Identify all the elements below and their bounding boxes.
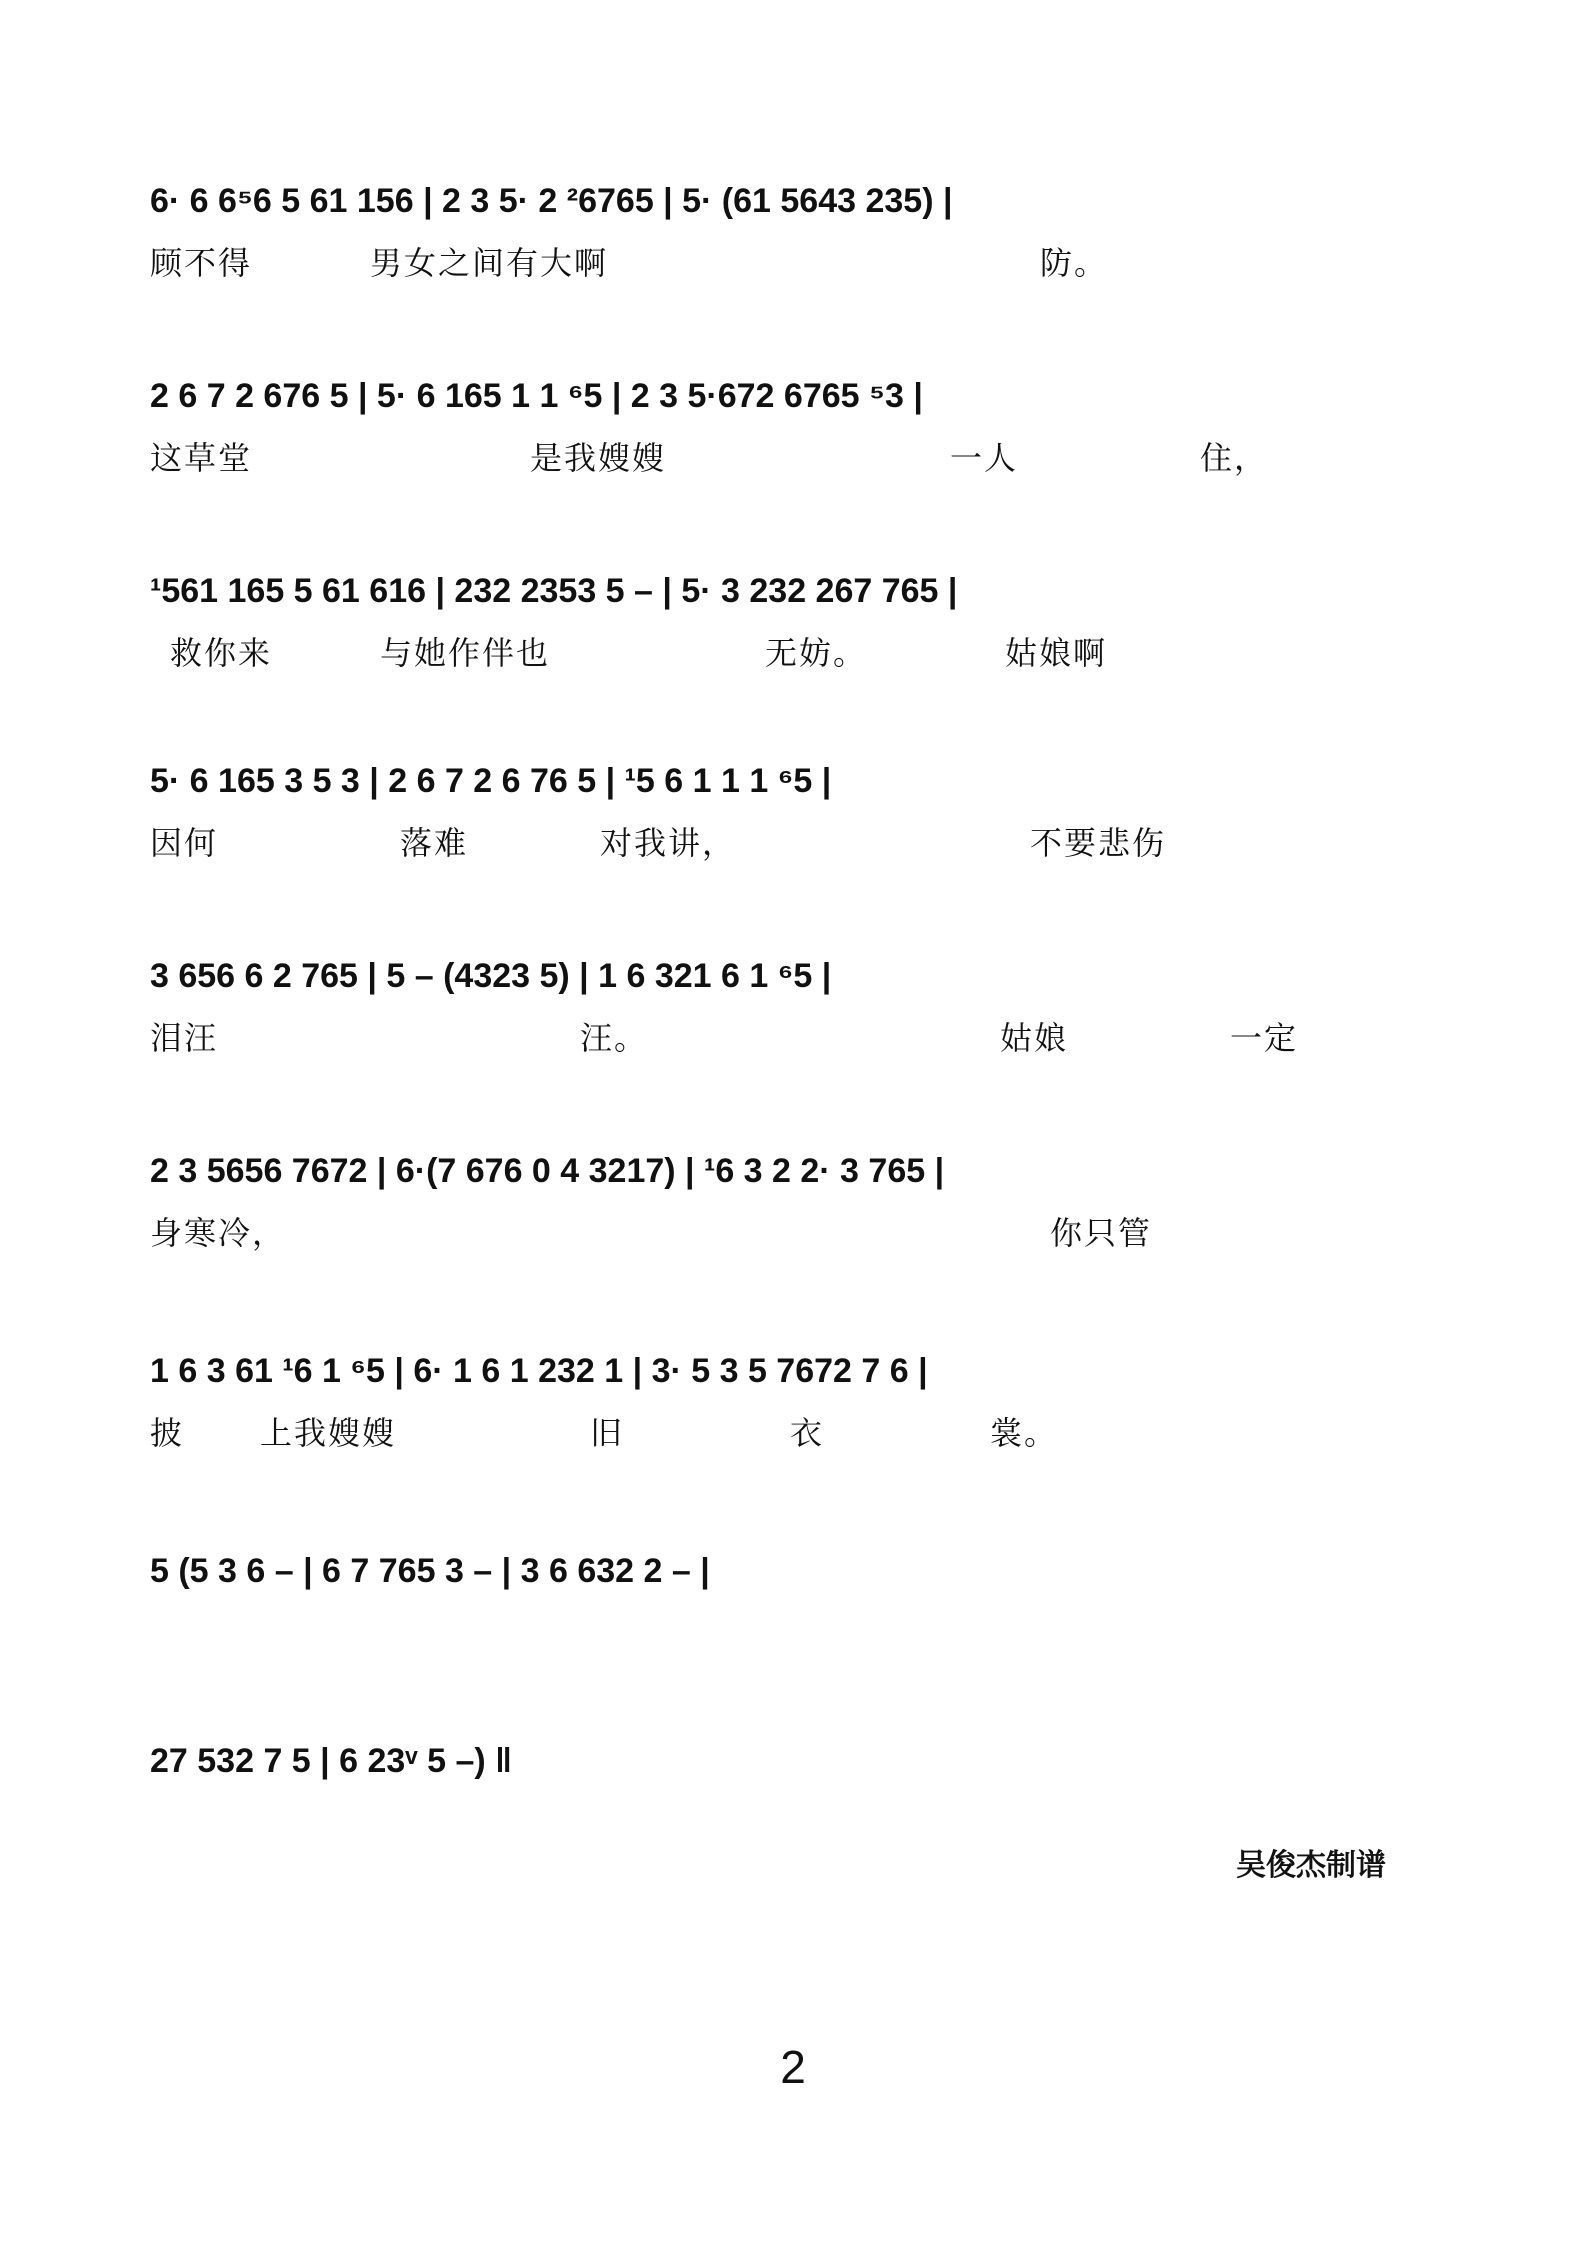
notation-line <box>150 905 1440 1015</box>
notation-line <box>150 710 1440 820</box>
notation-graphic <box>150 325 1440 435</box>
lyric-line <box>150 1208 1440 1258</box>
notation-line <box>150 325 1440 435</box>
lyric-line <box>150 628 1440 678</box>
notation-line <box>150 520 1440 630</box>
notation-text: 5· 6 165 3 5 3 | 2 6 7 2 6 76 5 | ¹5 6 1 1 1 ⁶5 | <box>150 762 832 800</box>
notation-graphic <box>150 710 1440 820</box>
notation-graphic <box>150 1500 1440 1610</box>
notation-text: ¹561 165 5 61 616 | 232 2353 5 – | 5· 3 232 267 765 | <box>150 572 958 610</box>
notation-graphic <box>150 905 1440 1015</box>
page-number: 2 <box>780 2041 806 2093</box>
lyric-syllable: 汪。 <box>580 1019 649 1057</box>
score-system-6 <box>150 1100 1440 1280</box>
notation-graphic <box>150 520 1440 630</box>
lyric-syllable: 落难 <box>400 824 469 862</box>
lyric-syllable: 泪汪 <box>150 1019 219 1057</box>
notation-graphic <box>150 1300 1440 1410</box>
lyric-syllable: 无妨。 <box>765 634 868 672</box>
lyric-syllable: 不要悲伤 <box>1030 824 1167 862</box>
lyric-syllable: 姑娘 <box>1000 1019 1069 1057</box>
score-system-5 <box>150 905 1440 1085</box>
lyric-syllable: 男女之间有大啊 <box>370 244 609 282</box>
lyric-syllable: 住， <box>1200 439 1269 477</box>
notation-line <box>150 1100 1440 1210</box>
lyric-syllable: 一人 <box>950 439 1019 477</box>
score-system-1 <box>150 130 1440 310</box>
notation-line <box>150 1300 1440 1410</box>
lyric-syllable: 顾不得 <box>150 244 253 282</box>
notation-text: 5 (5 3 6 – | 6 7 765 3 – | 3 6 632 2 – | <box>150 1552 710 1590</box>
lyric-syllable: 上我嫂嫂 <box>260 1414 397 1452</box>
lyric-syllable: 一定 <box>1230 1019 1299 1057</box>
lyric-syllable: 因何 <box>150 824 219 862</box>
lyric-syllable: 救你来 <box>170 634 273 672</box>
notation-line <box>150 130 1440 240</box>
notation-text: 27 532 7 5 | 6 23ᵛ 5 –) ‖ <box>150 1742 513 1780</box>
lyric-line <box>150 238 1440 288</box>
lyric-syllable: 是我嫂嫂 <box>530 439 667 477</box>
notation-graphic <box>150 1100 1440 1210</box>
lyric-line <box>150 1013 1440 1063</box>
score-system-4 <box>150 710 1440 890</box>
notation-line <box>150 1500 1440 1610</box>
lyric-syllable: 衣 <box>790 1414 825 1452</box>
notation-text: 1 6 3 61 ¹6 1 ⁶5 | 6· 1 6 1 232 1 | 3· 5 3 5 7672 7 6 | <box>150 1352 928 1390</box>
score-system-2 <box>150 325 1440 505</box>
notation-text: 2 6 7 2 676 5 | 5· 6 165 1 1 ⁶5 | 2 3 5·672 6765 ⁵3 | <box>150 377 923 415</box>
score-system-7 <box>150 1300 1440 1480</box>
notation-line <box>150 1690 1440 1800</box>
lyric-line <box>150 1408 1440 1458</box>
lyric-syllable: 防。 <box>1040 244 1109 282</box>
transcriber-credit: 吴俊杰制谱 <box>1236 1848 1386 1883</box>
notation-graphic <box>150 1690 1440 1800</box>
score-system-3 <box>150 520 1440 700</box>
lyric-syllable: 披 <box>150 1414 185 1452</box>
lyric-line <box>150 433 1440 483</box>
lyric-syllable: 身寒冷， <box>150 1214 287 1252</box>
lyric-syllable: 旧 <box>590 1414 625 1452</box>
lyric-syllable: 对我讲， <box>600 824 737 862</box>
notation-graphic <box>150 130 1440 240</box>
lyric-syllable: 你只管 <box>1050 1214 1153 1252</box>
lyric-syllable: 裳。 <box>990 1414 1059 1452</box>
notation-text: 2 3 5656 7672 | 6·(7 676 0 4 3217) | ¹6 3 2 2· 3 765 | <box>150 1152 945 1190</box>
score-system-8 <box>150 1500 1440 1680</box>
lyric-syllable: 姑娘啊 <box>1005 634 1108 672</box>
lyric-syllable: 这草堂 <box>150 439 253 477</box>
notation-text: 6· 6 6⁵6 5 61 156 | 2 3 5· 2 ²6765 | 5· (61 5643 235) | <box>150 182 953 220</box>
lyric-line <box>150 818 1440 868</box>
notation-text: 3 656 6 2 765 | 5 – (4323 5) | 1 6 321 6 1 ⁶5 | <box>150 957 832 995</box>
lyric-syllable: 与她作伴也 <box>380 634 551 672</box>
